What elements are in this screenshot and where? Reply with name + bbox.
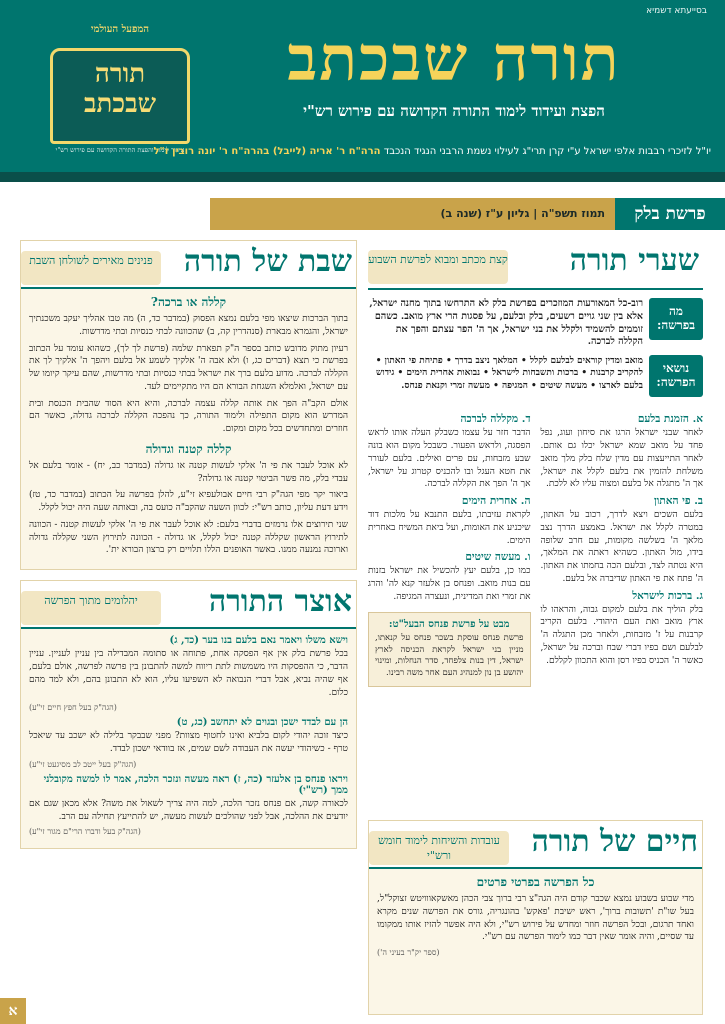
- callout-text: פרשת פנחס עוסקת בשכר פנחס על קנאתו, מניין בני ישראל לקראת הכניסה לארץ ישראל, דין בנות צלפחד, סדר הנחלות, ומינוי יהושע בן נון למנהיג העם אחר משה רבינו.: [375, 632, 524, 679]
- masthead-banner: [0, 0, 725, 182]
- next-parsha-callout: [368, 612, 531, 688]
- topic-text: הדבר חזר על עצמו כשבלק העלה אותו לראש הפסגה, ולראש הפעור. כשבכל מקום הוא בונה שבע מזבחות, עם פרים ואילים. בלעם לעורר את חטא העגל ובו להכניס קטרוג על ישראל, אך ה' הפך את הקללה לברכה.: [368, 428, 531, 490]
- dedication-name: הרה"ח ר' אריה (לייבל) בהרה"ח ר' יונה רובין ז"ל: [153, 146, 381, 157]
- topic-heading: ו. מעשה שיטים: [465, 551, 531, 564]
- article-text: רעיון מתוק מדובש כותב בספר ה"ק תפארת שלמה (פרשת לך לך), כשהוא עומד על הכתוב בפרשת כי תצא (דברים כג, ו) ולא אבה ה' אלקיך לשמע אל בלעם ויהפך ה' אלקיך לך את הקללה לברכה. מדוע בלעם ברך את ישראל בבתי כנסיות ובתי מדרשות, שהם עיקר קיומו של עם ישראל, ואלמלא השגחת הבורא הם היו מתקיימים לעד.: [29, 343, 348, 392]
- dedication-line: [153, 146, 711, 157]
- topic-heading: ב. פי האתון: [653, 495, 703, 508]
- issue-date: תמוז תשפ"ה | גליון ע"ז (שנה ב): [440, 207, 605, 220]
- topic-columns: [368, 409, 703, 687]
- verse-heading: וישא משלו ויאמר נאם בלעם בנו בער (כד, ג): [169, 635, 348, 647]
- logo-subtitle: עידוד לימוד והפצת התורה הקדושה עם פירוש רש"י: [55, 146, 185, 154]
- topic-column-right: [541, 409, 704, 687]
- parsha-bar: [210, 198, 725, 230]
- topic-text: כמו כן, בלעם יעץ להכשיל את ישראל בזנות עם בנות מואב. ופנחס בן אלעזר קנא לה' והרג את זמרי ואת המדינית, ונעצרה המגיפה.: [368, 566, 531, 602]
- section-header: [369, 821, 702, 869]
- section-header: [368, 240, 703, 290]
- otzar-hatorah-section: [20, 580, 357, 849]
- shaarei-torah-section: [368, 240, 703, 687]
- section-subtitle: קצת מכתב ומבוא לפרשת השבוע: [368, 250, 508, 284]
- logo-title-1: תורה: [94, 59, 146, 89]
- section-subtitle: יהלומים מתוך הפרשה: [21, 591, 161, 625]
- article-text: לא אוכל לעבר את פי ה' אלקי לעשות קטנה או גדולה (במדבר כב, יח) - אומר בלעם אל עבדי בלק, מה פשר הביטוי קטנה או גדולה?: [29, 460, 348, 484]
- insight-text: כיצד זוכה יהודי לקום בלביא ואינו לחטוף מצוות? מפני שבבקר בלילה לא ישכב עד שיאכל טרף - כשיהודי יעשה את העבודה לשם שמים, אז בוודאי ישכון לבדד.: [29, 731, 348, 755]
- section-title: חיים של תורה: [531, 824, 698, 859]
- logo-title-2: שבכתב: [83, 89, 157, 119]
- summary-label: מה בפרשה:: [649, 298, 703, 340]
- logo-arc-text: המפעל העולמי: [90, 24, 150, 35]
- topic-text: בלק הוליך את בלעם למקום גבוה, והראהו לו ארץ מואב ואת העם היהודי. בלעם הקריב קרבנות על ז' מזבחות, ולאחר מכן התגלה ה' לבלעם ושם בפיו דברי שבח וברכה על ישראל, כאשר ה' הכניס בפיו רסן והוא התכוון לקללם.: [540, 604, 703, 666]
- article-heading: קללה קטנה וגדולה: [145, 441, 232, 456]
- article-heading: קללה או ברכה?: [150, 295, 227, 309]
- masthead-tagline: הפצת ועידוד לימוד התורה הקדושה עם פירוש רש"י: [303, 102, 605, 120]
- insight-text: בכל פרשת בלק אין אף הפסקה אחת, פתוחה או סתומה המבדילה בין עניין לעניין. עניין הדבר, כי ההפסקות היו משמשות לתת ריווח למשה להתבונן בין פרשה לפרשה, אולם בלעם, אף שהיה נביא, אבל דברי הנבואה לא השפיעו עליו, הוא לא התבונן בהם, ולא למד מהם כלום.: [29, 649, 348, 698]
- top-note: בסייעתא דשמיא: [646, 6, 707, 16]
- dedication-prefix: יו"ל לזיכרי רבבות אלפי ישראל ע"י קרן תרי"ג לעילוי נשמת הרבני הנגיד הנכבד: [383, 146, 711, 157]
- parsha-summary: [368, 298, 703, 349]
- section-subtitle: עובדות והשיחות לימוד חומש ורש"י: [369, 831, 509, 865]
- topic-heading: ה. אחרית הימים: [461, 495, 531, 508]
- section-title: שבת של תורה: [183, 244, 352, 279]
- verse-heading: הן עם לבדד ישכן ובגוים לא יתחשב (כג, ט): [176, 717, 348, 729]
- source-credit: (ספר יק"ר בעיני ה'): [377, 948, 440, 958]
- verse-heading: ויראו פנחס בן אלעזר (כה, ז) ראה מעשה ונזכר הלכה, אמר לו למשה מקובלני ממך (רש"י): [43, 773, 348, 796]
- article-text: שני תירוצים אלו נרמזים בדברי בלעם: לא אוכל לעבר את פי ה' אלקי לעשות קטנה - הכוונה לתירוץ הראשון שקללה קטנה יכול לקלל, או גדולה - הכוונה לתירוץ השני שקללה גדולה וארוכה נמנעה ממנו. באשר האופנים הללו תלויים רק ברצון הבורא ית'.: [29, 519, 348, 556]
- page-number: א: [0, 998, 26, 1024]
- section-title: שערי תורה: [569, 243, 699, 278]
- insight-text: לכאורה קשה, אם פנחס נזכר הלכה, למה היה צריך לשאול את משה? אלא מכאן שגם אם יודעים את ההלכה, אבל לפני שהולכים לעשות מעשה, יש להתייעץ תחילה עם הרב.: [29, 798, 348, 822]
- topic-heading: ג. ברכות לישראל: [632, 589, 703, 602]
- source-credit: (הגה"ק בעל ודברו הרי"ם מגור זי"ע): [29, 827, 141, 837]
- topic-text: בלעם השכים ויצא לדרך, רכוב על האתון, במטרה לקלל את ישראל. באמצע הדרך נצב מלאך ה' בשלשה מקומות, עם חרב שלופה בידו, מול האתון. כשהיא ראתה את המלאך, היא נטתה לצד, ובלעם הכה בחמתו את האתון. ה' פתח את פי האתון שדיברה אל בלעם.: [540, 510, 703, 584]
- topic-column-left: [368, 409, 531, 687]
- topic-text: לקראת עזיבתו, בלעם התנבא על מלכות דוד שיכניע את האומות, ועל ביאת המשיח באחרית הימים.: [368, 510, 531, 546]
- parsha-name: פרשת בלק: [615, 198, 725, 230]
- section-header: [21, 581, 356, 629]
- story-heading: כל הפרשה בפרטי פרטים: [476, 875, 595, 889]
- topic-text: לאחר שבני ישראל הרגו את סיחון ועוג, נפל פחד על מואב שמא ישראל יכלו גם אותם. לאחר התייעצות עם מדין שלח בלק מלך מואב משלחת להזמין את בלעם לקלל את ישראל, אך ה' מתגלה אל בלעם ומצוה עליו לא ללכת.: [540, 428, 703, 490]
- chaim-shel-torah-section: [368, 820, 703, 1015]
- callout-heading: מבט על פרשת פנחס הבעל"ט:: [388, 618, 510, 630]
- topic-heading: ד. מקללה לברכה: [460, 413, 531, 426]
- logo-book-icon: [50, 48, 190, 144]
- topics-label: נושאי הפרשה:: [649, 355, 703, 397]
- topic-heading: א. הזמנת בלעם: [637, 413, 703, 426]
- masthead-title: תורה שבכתב: [287, 22, 621, 95]
- parsha-topics: [368, 355, 703, 401]
- section-subtitle: פנינים מאירים לשולחן השבת: [21, 251, 161, 285]
- source-credit: (הגה"ק בעל ייטב לב מסיגעט זי"ע): [29, 759, 137, 769]
- topics-text: מואב ומדין קוראים לבלעם לקלל • המלאך ניצב בדרך • פתיחת פי האתון • להקריב קרבנות • ברכות ותשבחות לישראל • נבואות אחרית הימים • גידוש בלעם לארצו • מעשה שיטים • המגיפה • מעשה זמרי וקנאת פנחס.: [375, 356, 643, 391]
- shabbos-shel-torah-section: [20, 240, 357, 570]
- source-credit: (הגה"ק בעל חפץ חיים זי"ע): [29, 703, 117, 713]
- article-text: בתוך הברכות שיצאו מפי בלעם נמצא הפסוק (במדבר כד, ה) מה טבו אהליך יעקב משכנתיך ישראל, והגמרא מבארת (סנהדרין קה, ב) שהכוונה לבתי כנסיות ובתי מדרשות.: [29, 314, 348, 337]
- story-text: מדי שבוע בשבוע נמצא שכבר קודם היה הגה"צ רבי ברוך צבי הכהן מאשקאווויטש זצוקל"ל, בעל שו"ת 'תשובות ברוך', ראש ישיבת 'פאקש' בהונגריה, גורס את הפרשה שנים מקרא ואחד תרגום, ובכל הפרשה חוזר ומחדש על פירוש רש"י, ולא היה אפשר להזיז אותו ממקומו עד שסיים, והיה אומר שאין דבר כמו לימוד הפרשה עם רש"י.: [377, 894, 694, 943]
- section-header: [21, 241, 356, 289]
- article-text: אולם הקב"ה הפך את אותה קללה עצמה לברכה, והיא היא הסוד שהבית הכנסת ובית המדרש הוא מקום התפילה ולימוד התורה, כך נהפכה הקללה לברכה גדולה, כאשר הם חוזרים ומתחדשים בכל מקום ומקום.: [29, 398, 348, 435]
- summary-text: רוב-כל המאורעות המוזכרים בפרשת בלק לא התרחשו בתוך מחנה ישראל, אלא בין שני גויים רשעים, בלק ובלעם, על פסגות הרי ארץ מואב. כשהם זוממים להשמיד ולקלל את בני ישראל, אך ה' הפר עצתם והפך את הקללה לברכה.: [369, 298, 643, 348]
- section-title: אוצר התורה: [208, 584, 352, 620]
- article-text: ביאור יקר מפי הגה"ק רבי חיים אבולעפיא זי"ע, להלן בפרשה על הכתוב (במדבר כד, טז) וידע דעת עליון, כותב רש"י: לכוון השעה שהקב"ה כועס בה, ובאותה שעה היה יכול לקלל.: [29, 490, 348, 514]
- left-column: [20, 240, 357, 849]
